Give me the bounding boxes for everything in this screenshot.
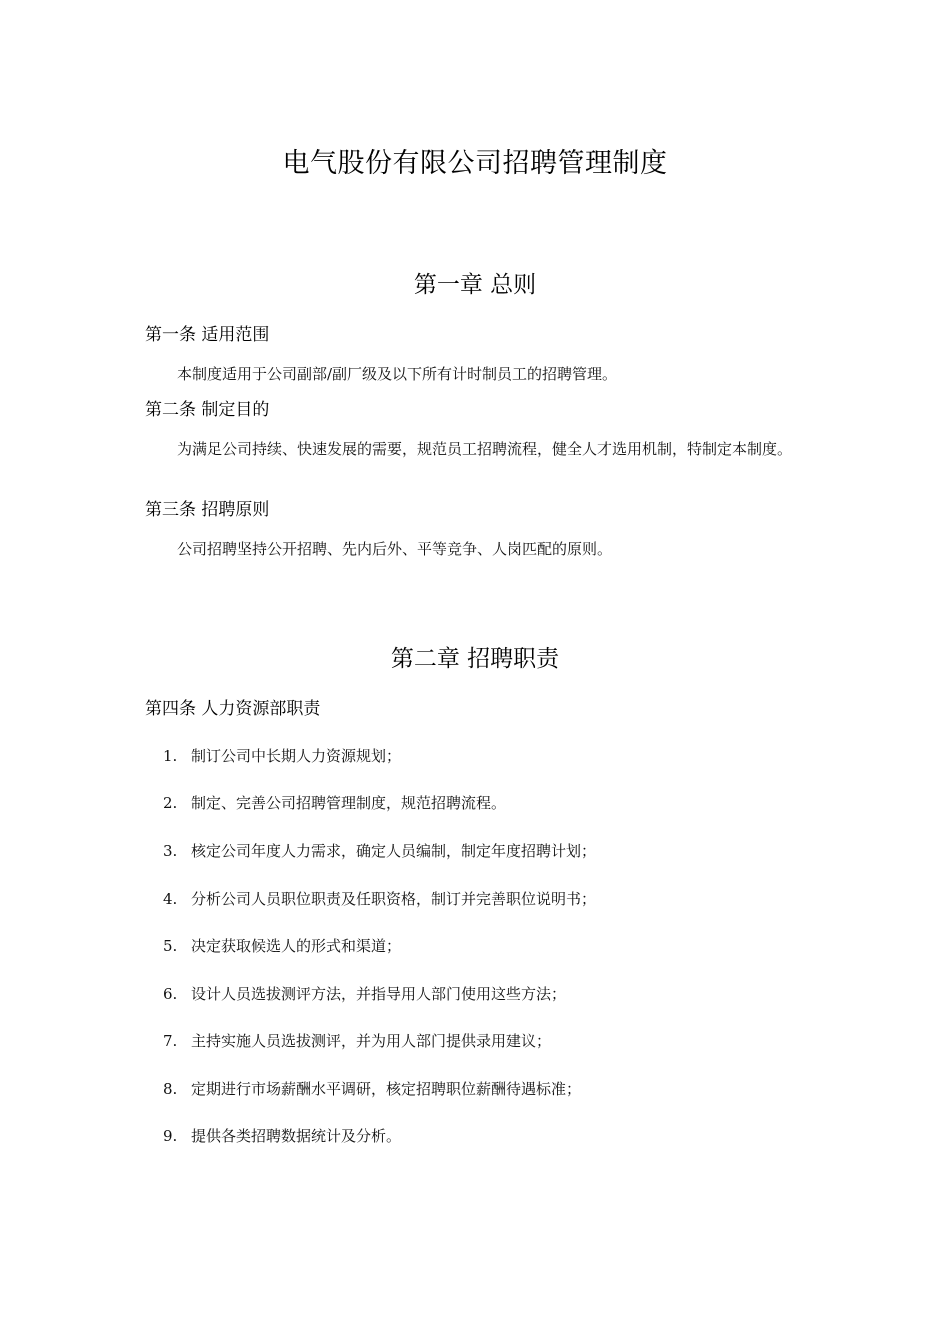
list-item-number: 6.: [163, 985, 178, 1003]
list-item-number: 8.: [163, 1080, 178, 1098]
list-item-text: 设计人员选拔测评方法，并指导用人部门使用这些方法；: [191, 985, 567, 1003]
article-1-heading: 第一条 适用范围: [145, 325, 270, 345]
article-2-text: 为满足公司持续、快速发展的需要，规范员工招聘流程，健全人才选用机制，特制定本制度。: [177, 440, 793, 458]
list-item-text: 制订公司中长期人力资源规划；: [191, 747, 402, 765]
list-item-text: 主持实施人员选拔测评，并为用人部门提供录用建议；: [191, 1032, 552, 1050]
list-item: [163, 792, 506, 814]
article-4-heading: 第四条 人力资源部职责: [145, 699, 321, 719]
article-3-heading: 第三条 招聘原则: [145, 500, 270, 520]
list-item-number: 4.: [163, 890, 178, 908]
list-item: [163, 1125, 401, 1147]
list-item: [163, 840, 596, 862]
article-1-text: 本制度适用于公司副部/副厂级及以下所有计时制员工的招聘管理。: [177, 365, 618, 383]
document-title: 电气股份有限公司招聘管理制度: [282, 148, 668, 179]
list-item-number: 7.: [163, 1032, 178, 1050]
list-item: [163, 745, 401, 767]
list-item: [163, 983, 566, 1005]
list-item-text: 制定、完善公司招聘管理制度，规范招聘流程。: [191, 794, 507, 812]
list-item: [163, 1030, 551, 1052]
list-item-number: 1.: [163, 747, 178, 765]
list-item-text: 决定获取候选人的形式和渠道；: [191, 937, 402, 955]
list-item-number: 5.: [163, 937, 178, 955]
list-item-text: 定期进行市场薪酬水平调研，核定招聘职位薪酬待遇标准；: [191, 1080, 582, 1098]
article-3-text: 公司招聘坚持公开招聘、先内后外、平等竞争、人岗匹配的原则。: [177, 540, 613, 558]
chapter-1-heading: 第一章 总则: [413, 272, 537, 298]
list-item-number: 9.: [163, 1127, 178, 1145]
list-item: [163, 1078, 581, 1100]
article-2-heading: 第二条 制定目的: [145, 400, 270, 420]
chapter-2-heading: 第二章 招聘职责: [390, 646, 560, 672]
list-item: [163, 935, 401, 957]
list-item-text: 核定公司年度人力需求，确定人员编制，制定年度招聘计划；: [191, 842, 597, 860]
list-item-text: 分析公司人员职位职责及任职资格，制订并完善职位说明书；: [191, 890, 597, 908]
list-item: [163, 888, 596, 910]
list-item-number: 3.: [163, 842, 178, 860]
list-item-text: 提供各类招聘数据统计及分析。: [191, 1127, 402, 1145]
list-item-number: 2.: [163, 794, 178, 812]
